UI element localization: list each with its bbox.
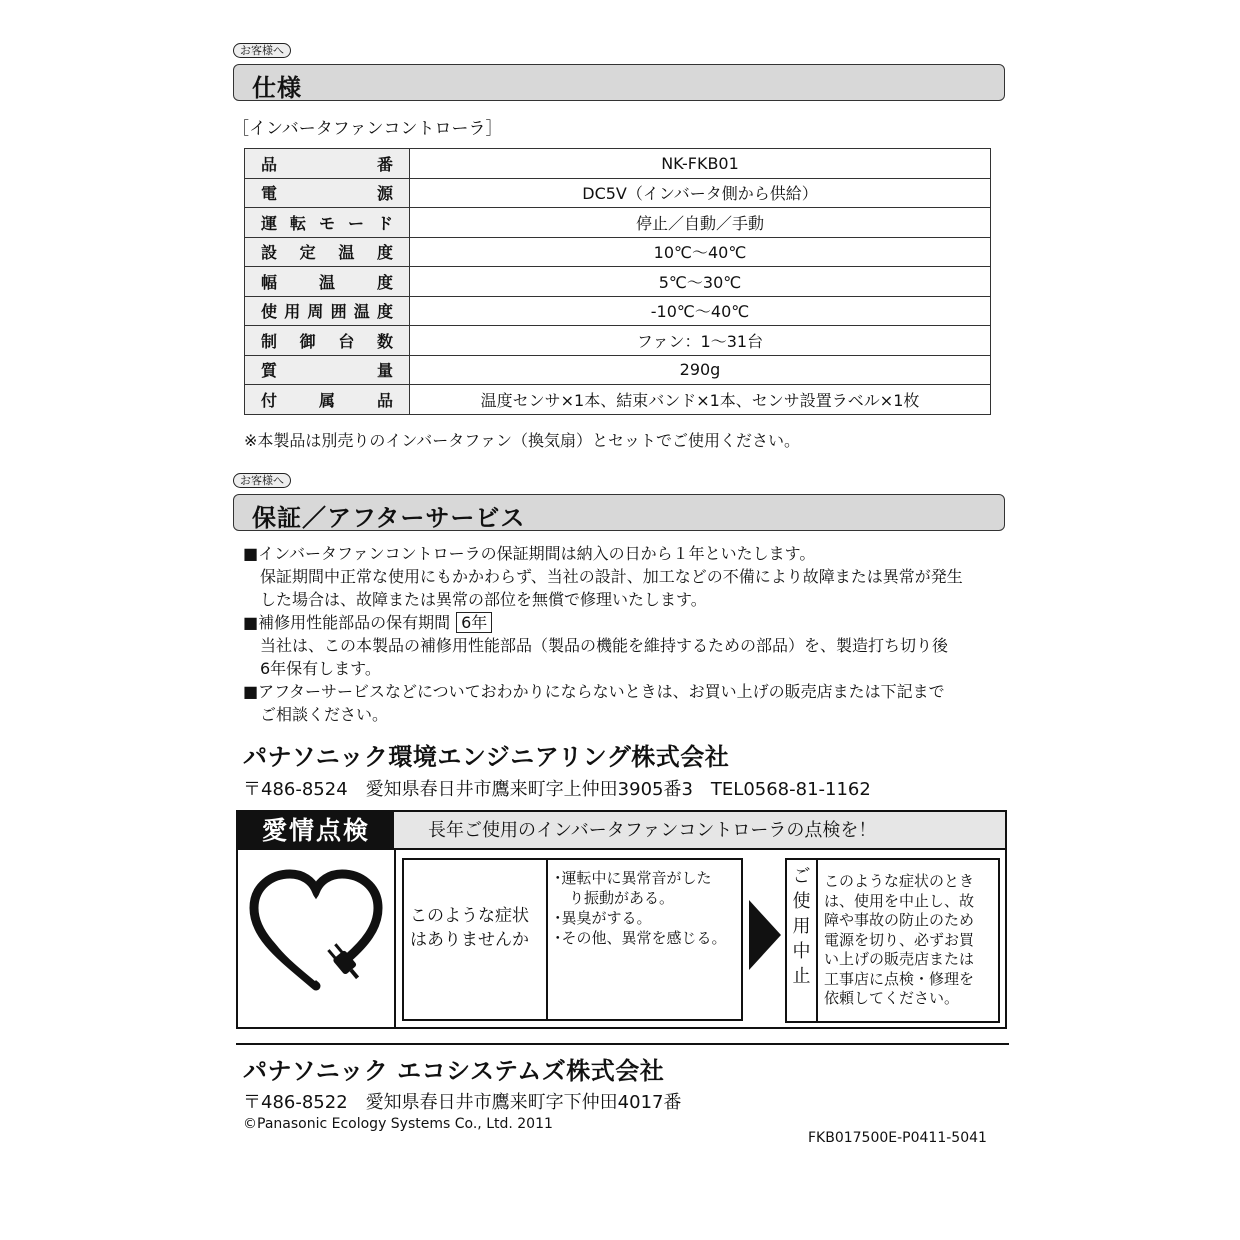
warranty-item3-head: ■アフターサービスなどについておわかりにならないときは、お買い上げの販売店または下記まで xyxy=(243,682,945,701)
product-heading: ［インバータファンコントローラ］ xyxy=(232,119,503,139)
spec-row xyxy=(245,178,991,208)
stop-text-line: 電源を切り、必ずお買 xyxy=(824,930,975,949)
spec-title-band xyxy=(233,64,1005,101)
stop-use-label xyxy=(787,860,818,1021)
symptom-question-box xyxy=(402,858,743,1021)
stop-char: 止 xyxy=(792,966,811,987)
warranty-text xyxy=(243,542,963,726)
spec-value: 290g xyxy=(410,355,991,385)
symptom-line: ･その他、異常を感じる。 xyxy=(554,929,727,947)
spec-label xyxy=(245,267,410,297)
arrow-right-icon xyxy=(749,900,781,970)
spec-label-char: 運 xyxy=(261,213,278,233)
spec-label-char: 設 xyxy=(261,243,278,263)
stop-char: 中 xyxy=(792,941,811,962)
spec-label-char: 御 xyxy=(299,331,316,351)
symptom-question xyxy=(404,860,548,1019)
spec-row xyxy=(245,296,991,326)
question-line: このような症状 xyxy=(410,906,529,926)
spec-row xyxy=(245,326,991,356)
spec-label xyxy=(245,355,410,385)
spec-row xyxy=(245,208,991,238)
spec-note: ※本製品は別売りのインバータファン（換気扇）とセットでご使用ください。 xyxy=(244,431,800,450)
spec-label-char: 電 xyxy=(261,184,278,204)
symptom-line: り振動がある。 xyxy=(554,889,675,907)
spec-label-char: 台 xyxy=(338,331,355,351)
stop-text-line: このような症状のとき xyxy=(824,872,975,890)
stop-text-line: い上げの販売店または xyxy=(824,950,975,968)
spec-label-char: 品 xyxy=(261,154,278,174)
inspection-title: 愛情点検 xyxy=(238,812,394,850)
footer-divider xyxy=(236,1043,1009,1045)
spec-label-char: 度 xyxy=(376,243,393,263)
spec-label-char: 付 xyxy=(261,390,278,410)
spec-label xyxy=(245,237,410,267)
spec-label-char: ー xyxy=(347,213,364,233)
warranty-item2-line2: 6年保有します。 xyxy=(260,659,381,678)
spec-label-char: 囲 xyxy=(330,302,347,322)
spec-title: 仕様 xyxy=(252,74,302,102)
spec-label-char: 周 xyxy=(307,302,324,322)
warranty-item2-head-row xyxy=(243,611,963,634)
spec-value: ファン：1〜31台 xyxy=(410,326,991,356)
spec-value: 5℃〜30℃ xyxy=(410,267,991,297)
stop-text-line: は、使用を中止し、故 xyxy=(824,891,975,910)
warranty-item2-head: ■補修用性能部品の保有期間 xyxy=(243,613,451,632)
spec-row xyxy=(245,355,991,385)
spec-value: 停止／自動／手動 xyxy=(410,208,991,238)
stop-char: 用 xyxy=(792,916,811,937)
copyright: ©Panasonic Ecology Systems Co., Ltd. 2011 xyxy=(243,1116,553,1132)
spec-label xyxy=(245,208,410,238)
symptom-line: ･異臭がする。 xyxy=(554,909,652,927)
warranty-item1-line1: 保証期間中正常な使用にもかかわらず、当社の設計、加工などの不備により故障または異常が発生 xyxy=(260,567,963,586)
inspection-box xyxy=(236,810,1007,1029)
warranty-item1-line2: した場合は、故障または異常の部位を無償で修理いたします。 xyxy=(260,590,707,609)
stop-use-text xyxy=(824,872,996,1009)
spec-label-char: 度 xyxy=(376,302,393,322)
company1-name: パナソニック環境エンジニアリング株式会社 xyxy=(243,743,730,771)
spec-label-char: 幅 xyxy=(261,272,278,292)
spec-label-char: 品 xyxy=(376,390,393,410)
warranty-item3-line1: ご相談ください。 xyxy=(260,705,389,724)
spec-label xyxy=(245,326,410,356)
question-line: はありませんか xyxy=(410,930,529,950)
stop-char: ご xyxy=(792,866,811,887)
symptom-line: ･運転中に異常音がした xyxy=(554,869,712,887)
spec-label xyxy=(245,149,410,179)
parts-years-box: 6年 xyxy=(456,612,492,633)
spec-label xyxy=(245,178,410,208)
spec-label-char: ド xyxy=(376,213,393,233)
spec-label-char: 属 xyxy=(318,390,335,410)
spec-label-char: 源 xyxy=(376,184,393,204)
warranty-title: 保証／アフターサービス xyxy=(252,504,526,532)
spec-table xyxy=(244,148,991,415)
stop-text-line: 工事店に点検・修理を xyxy=(824,969,975,988)
spec-value: NK-FKB01 xyxy=(410,149,991,179)
spec-label-char: 用 xyxy=(284,302,301,322)
spec-label-char: 定 xyxy=(299,243,316,263)
spec-label-char: 温 xyxy=(318,272,335,292)
company1-address: 〒486-8524 愛知県春日井市鷹来町字上仲田3905番3 TEL0568-81-1162 xyxy=(243,779,871,800)
spec-label-char: 使 xyxy=(261,302,278,322)
spec-value: -10℃〜40℃ xyxy=(410,296,991,326)
spec-value: 温度センサ×1本、結束バンド×1本、センサ設置ラベル×1枚 xyxy=(410,385,991,415)
inspection-divider xyxy=(394,850,396,1027)
spec-label-char: 質 xyxy=(261,361,278,381)
spec-label-char: 度 xyxy=(376,272,393,292)
spec-row xyxy=(245,149,991,179)
spec-label-char: 転 xyxy=(289,213,306,233)
customer-badge-2: お客様へ xyxy=(233,473,291,488)
spec-row xyxy=(245,385,991,415)
spec-value: DC5V（インバータ側から供給） xyxy=(410,178,991,208)
spec-label-char: 数 xyxy=(376,331,393,351)
symptom-list xyxy=(554,868,727,948)
company2-name: パナソニック エコシステムズ株式会社 xyxy=(243,1057,665,1085)
spec-label-char: 番 xyxy=(376,154,393,174)
spec-label-char: 温 xyxy=(353,302,370,322)
warranty-item2-line1: 当社は、この本製品の補修用性能部品（製品の機能を維持するための部品）を、製造打ち切り後 xyxy=(260,636,949,655)
document-code: FKB017500E-P0411-5041 xyxy=(808,1130,987,1146)
warranty-item1-head: ■インバータファンコントローラの保証期間は納入の日から１年といたします。 xyxy=(243,544,816,563)
inspection-headline: 長年ご使用のインバータファンコントローラの点検を！ xyxy=(394,812,1005,850)
spec-row xyxy=(245,237,991,267)
spec-label xyxy=(245,296,410,326)
stop-text-line: 依頼してください。 xyxy=(824,989,960,1007)
warranty-title-band xyxy=(233,494,1005,531)
spec-label xyxy=(245,385,410,415)
spec-value: 10℃〜40℃ xyxy=(410,237,991,267)
spec-row xyxy=(245,267,991,297)
customer-badge: お客様へ xyxy=(233,43,291,58)
spec-label-char: 温 xyxy=(338,243,355,263)
stop-char: 使 xyxy=(792,891,811,912)
stop-text-line: 障や事故の防止のため xyxy=(824,911,975,929)
spec-label-char: 量 xyxy=(376,361,393,381)
spec-label-char: モ xyxy=(318,213,335,233)
spec-label-char: 制 xyxy=(261,331,278,351)
heart-plug-icon xyxy=(246,868,386,998)
company2-address: 〒486-8522 愛知県春日井市鷹来町字下仲田4017番 xyxy=(243,1092,682,1113)
stop-use-box xyxy=(785,858,1000,1023)
